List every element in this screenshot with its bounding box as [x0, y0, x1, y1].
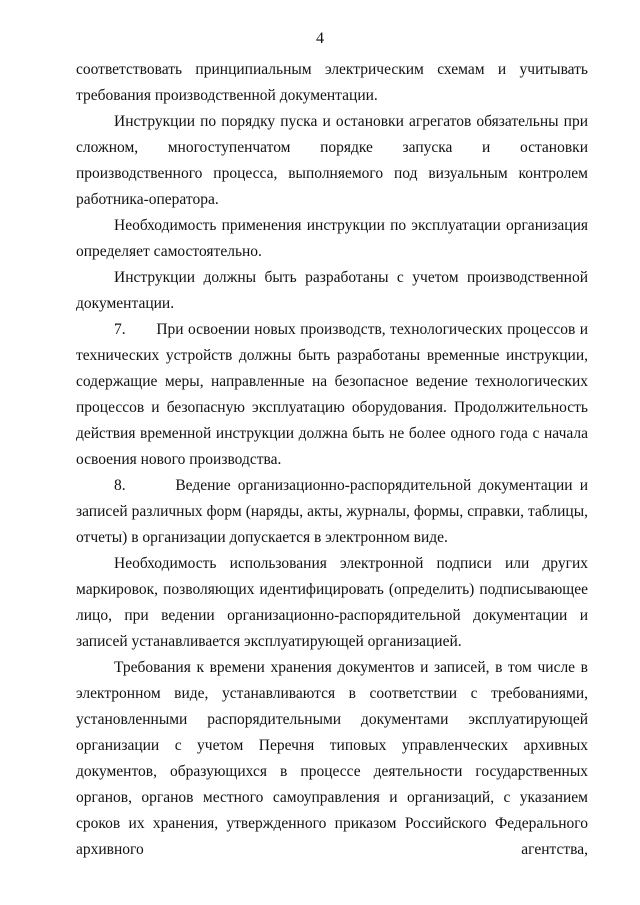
paragraph-continued: Требования к времени хранения документов и записей, в том числе в электронном виде, устанавливаются в соответствии с требованиями, установленными распорядительными документами эксплуатирующей организации с учетом Перечня типовых управленческих архивных документов, образующихся в процессе деятельности государственных органов, органов местного самоуправления и организаций, с указанием сроков их хранения, утвержденного приказом Российского Федерального архивного агентства,	[76, 659, 588, 858]
document-body	[76, 57, 588, 863]
paragraph-item-7: 7. При освоении новых производств, технологических процессов и технических устройств должны быть разработаны временные инструкции, содержащие меры, направленные на безопасное ведение технологических процессов и безопасную эксплуатацию оборудования. Продолжительность действия временной инструкции должна быть не более одного года с начала освоения нового производства.	[76, 321, 588, 468]
paragraph: Инструкции по порядку пуска и остановки агрегатов обязательны при сложном, многоступенчатом порядке запуска и остановки производственного процесса, выполняемого под визуальным контролем работника-оператора.	[76, 113, 588, 208]
paragraph: Необходимость применения инструкции по эксплуатации организация определяет самостоятельно.	[76, 217, 588, 260]
paragraph: Необходимость использования электронной подписи или других маркировок, позволяющих идентифицировать (определить) подписывающее лицо, при ведении организационно-распорядительной документации и записей устанавливается эксплуатирующей организацией.	[76, 555, 588, 650]
paragraph: соответствовать принципиальным электрическим схемам и учитывать требования производственной документации.	[76, 61, 588, 104]
paragraph-item-8: 8. Ведение организационно-распорядительной документации и записей различных форм (наряды, акты, журналы, формы, справки, таблицы, отчеты) в организации допускается в электронном виде.	[76, 477, 588, 546]
page-number: 4	[316, 30, 324, 47]
paragraph: Инструкции должны быть разработаны с учетом производственной документации.	[76, 269, 588, 312]
